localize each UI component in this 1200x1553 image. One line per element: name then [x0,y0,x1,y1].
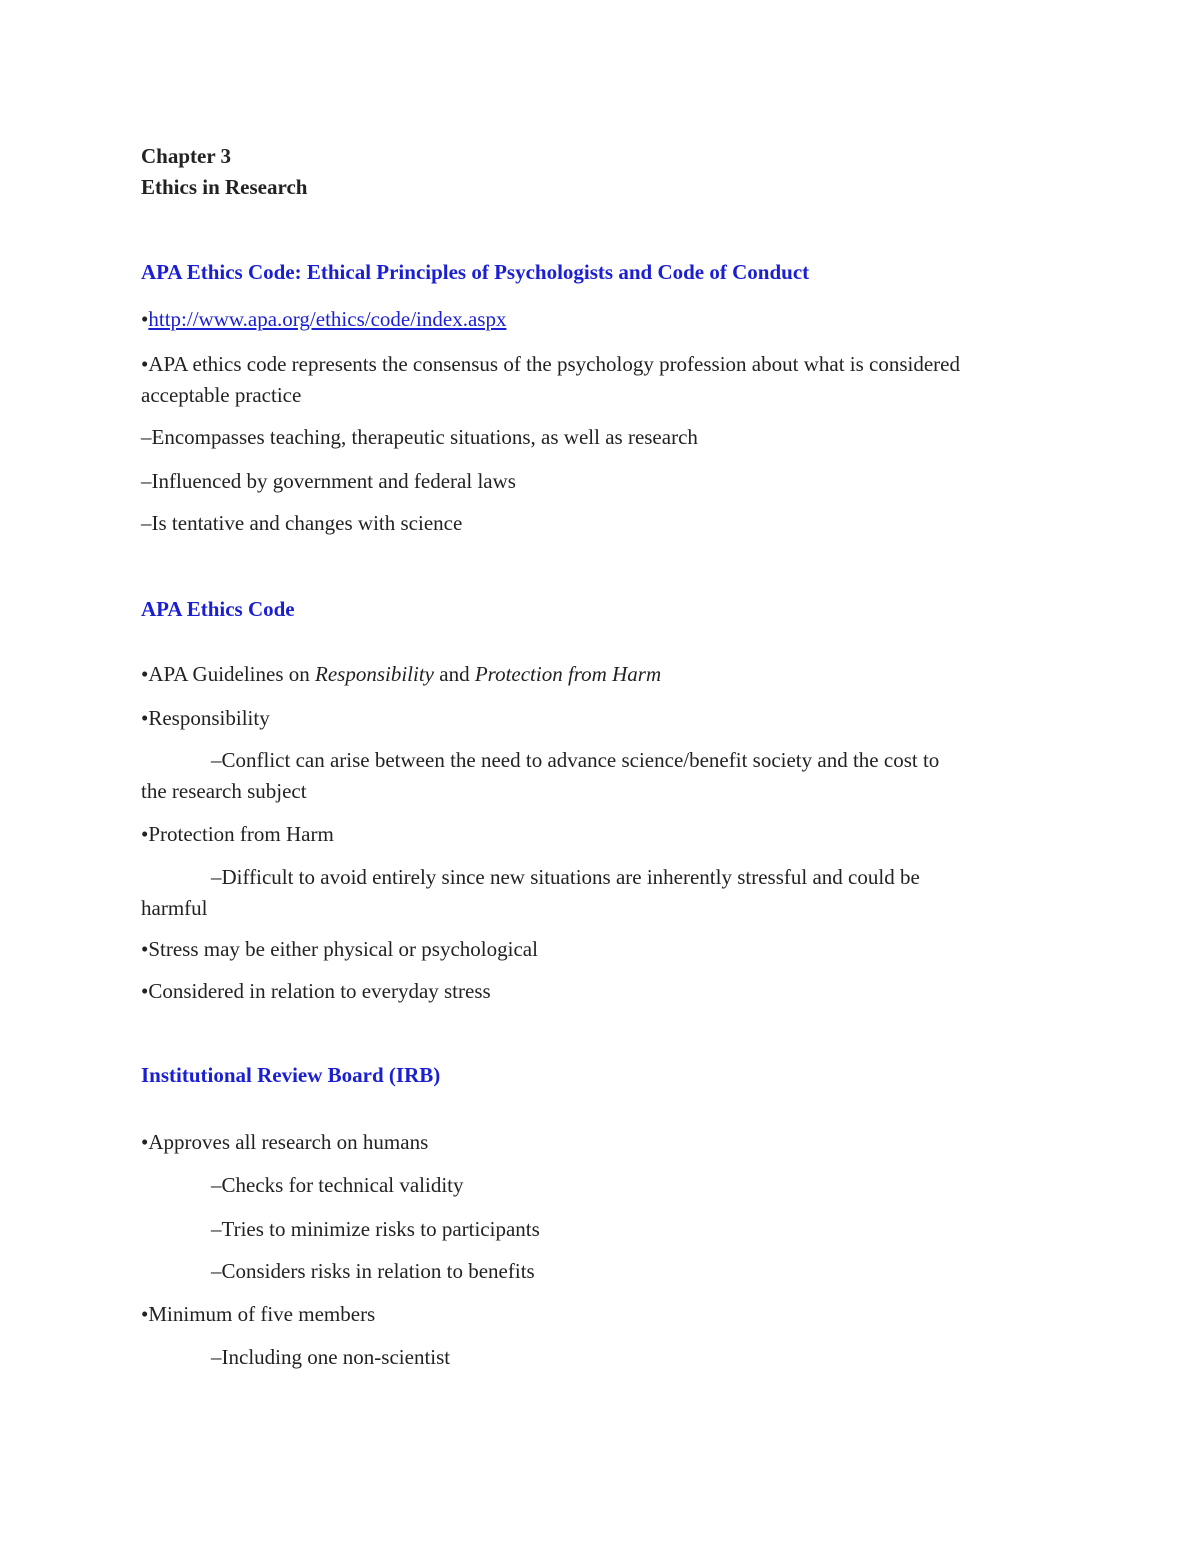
list-item-minimize: –Tries to minimize risks to participants [211,1217,540,1241]
link-line [141,304,506,335]
list-item-tentative: –Is tentative and changes with science [141,511,463,535]
list-item-protection: •Protection from Harm [141,822,334,846]
list-item-benefits: –Considers risks in relation to benefits [211,1259,535,1283]
protection-detail-line2: harmful [141,896,208,920]
list-item-minimum: •Minimum of five members [141,1302,376,1326]
section-heading-apa-code-full: APA Ethics Code: Ethical Principles of Psychologists and Code of Conduct [141,260,810,284]
section-heading-apa-code: APA Ethics Code [141,597,295,621]
list-item-stress: •Stress may be either physical or psychological [141,937,538,961]
list-item-teaching: –Encompasses teaching, therapeutic situations, as well as research [141,425,698,449]
guidelines-prefix: •APA Guidelines on [141,662,316,686]
apa-ethics-link[interactable]: http://www.apa.org/ethics/code/index.aspx [148,307,507,331]
guidelines-line [141,659,661,690]
protection-detail-line1: –Difficult to avoid entirely since new situations are inherently stressful and could be [211,865,920,889]
list-item-responsibility: •Responsibility [141,706,270,730]
chapter-number: Chapter 3 [141,144,232,168]
list-item-non-scientist: –Including one non-scientist [211,1345,451,1369]
paragraph-consensus-line1: •APA ethics code represents the consensus of the psychology profession about what is considered [141,352,960,376]
responsibility-detail-line2: the research subject [141,779,307,803]
bullet: • [141,307,149,331]
chapter-title: Ethics in Research [141,175,308,199]
responsibility-detail-line1: –Conflict can arise between the need to advance science/benefit society and the cost to [211,748,940,772]
guidelines-and: and [434,662,475,686]
list-item-everyday: •Considered in relation to everyday stress [141,979,491,1003]
list-item-technical: –Checks for technical validity [211,1173,464,1197]
list-item-laws: –Influenced by government and federal laws [141,469,516,493]
list-item-approves: •Approves all research on humans [141,1130,429,1154]
section-heading-irb: Institutional Review Board (IRB) [141,1063,441,1087]
paragraph-consensus-line2: acceptable practice [141,383,302,407]
protection-term: Protection from Harm [474,662,662,686]
responsibility-term: Responsibility [315,662,435,686]
